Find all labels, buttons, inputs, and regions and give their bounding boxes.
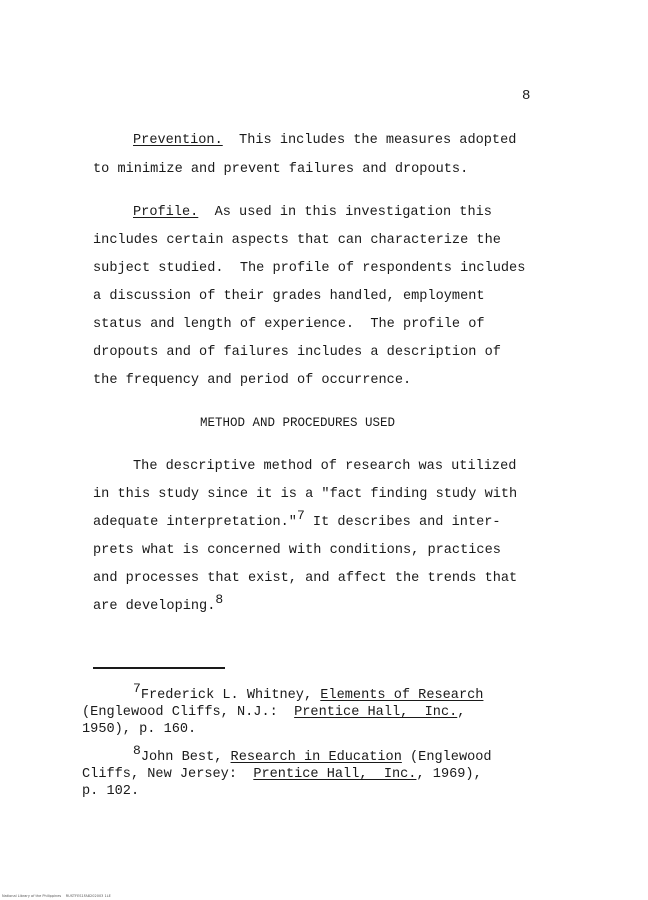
definition-profile-line-7: the frequency and period of occurrence. [93,373,412,388]
method-line-3-rest: It describes and inter- [304,515,501,530]
definition-profile-line-1 [133,205,492,220]
section-heading: METHOD AND PROCEDURES USED [200,416,396,430]
footnote-ref-7: 7 [296,508,305,523]
definition-profile-text: As used in this investigation this [198,205,492,220]
method-line-3-text: adequate interpretation." [93,515,297,530]
footnote-8-place: Cliffs, New Jersey: [82,767,254,782]
footnote-8-line-3: p. 102. [82,784,140,799]
definition-profile-line-2: includes certain aspects that can characterize the [93,233,501,248]
footnote-7-marker: 7 [133,681,141,696]
footnote-7-publisher: Prentice Hall, Inc. [294,705,458,720]
footnote-rule [93,667,225,669]
definition-prevention-text: This includes the measures adopted [222,133,517,148]
footnote-7-line-2 [82,705,465,721]
method-line-2: in this study since it is a "fact finding study with [93,487,518,502]
method-line-5: and processes that exist, and affect the trends that [93,571,518,586]
term-prevention: Prevention. [133,133,223,148]
scan-footer-text: National Library of the Philippines RUSTFES1FA8202003 1LE [2,894,111,898]
footnote-8-author: John Best, [140,750,231,765]
method-line-4: prets what is concerned with conditions, practices [93,543,501,558]
definition-profile-line-4: a discussion of their grades handled, employment [93,289,485,304]
term-profile: Profile. [133,205,199,220]
method-line-6 [93,592,224,614]
definition-prevention-line-2: to minimize and prevent failures and dropouts. [93,162,469,177]
definition-profile-line-3: subject studied. The profile of respondents includes [93,261,526,276]
footnote-8-line-2 [82,767,482,783]
footnote-7-title: Elements of Research [320,688,484,703]
footnote-8-marker: 8 [133,743,141,758]
footnote-7-place: (Englewood Cliffs, N.J.: [82,705,295,720]
definition-profile-line-5: status and length of experience. The profile of [93,317,485,332]
footnote-8-line-1 [133,743,492,766]
footnote-7-line-3: 1950), p. 160. [82,722,197,737]
footnote-7-line-2-post: , [457,705,466,720]
method-line-1: The descriptive method of research was utilized [133,459,517,474]
footnote-7-line-1 [133,681,484,704]
method-line-3 [93,508,501,530]
definition-prevention-line-1 [133,133,516,148]
footnote-8-publisher: Prentice Hall, Inc. [253,767,417,782]
footnote-ref-8: 8 [215,592,224,607]
footnote-8-title: Research in Education [230,750,402,765]
footnote-7-author: Frederick L. Whitney, [140,688,321,703]
footnote-8-title-post: (Englewood [401,750,492,765]
footnote-8-line-2-post: , 1969), [416,767,482,782]
page-number: 8 [522,88,531,104]
method-line-6-text: are developing. [93,599,216,614]
definition-profile-line-6: dropouts and of failures includes a description of [93,345,501,360]
